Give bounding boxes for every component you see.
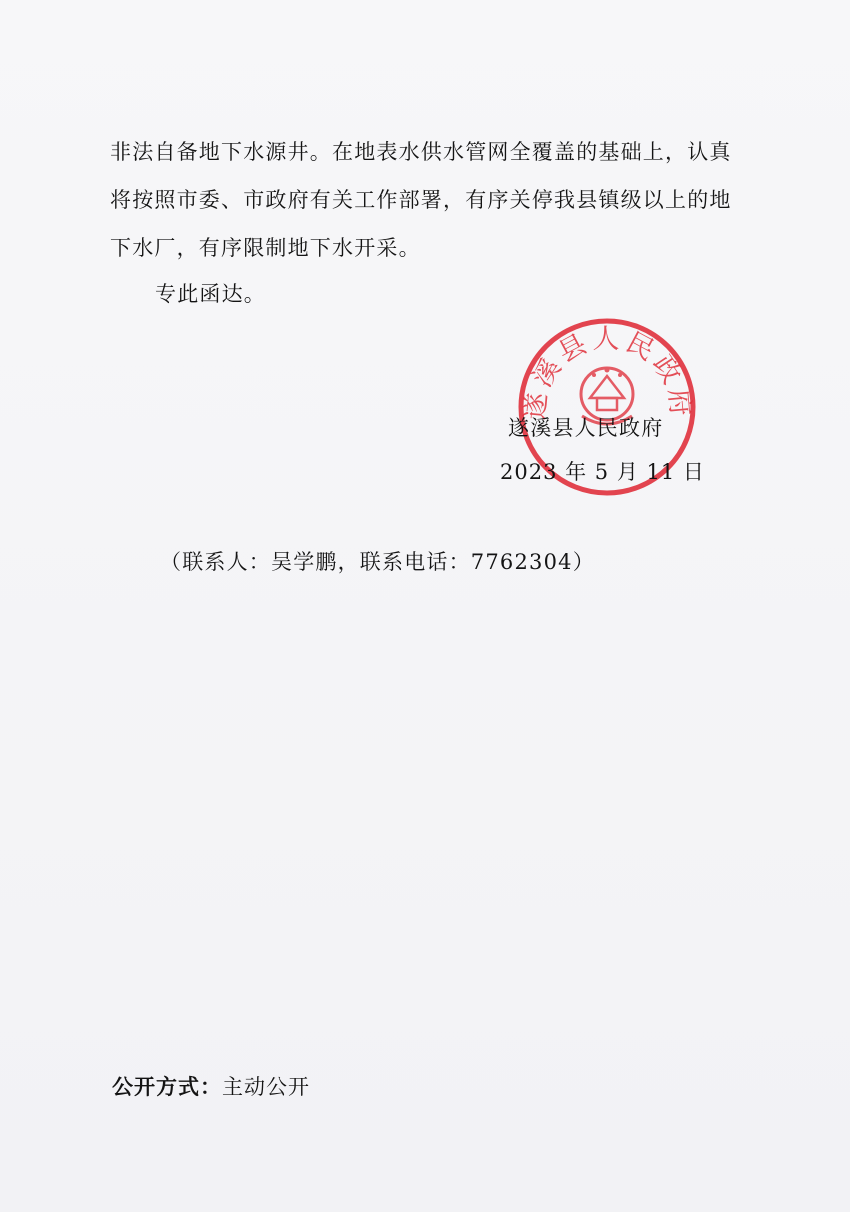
body-line-1: 非法自备地下水源井。在地表水供水管网全覆盖的基础上，认真 <box>110 140 732 164</box>
body-line-3: 下水厂，有序限制地下水开采。 <box>110 236 421 260</box>
contact-info: （联系人：吴学鹏，联系电话：7762304） <box>160 550 595 574</box>
body-line-2: 将按照市委、市政府有关工作部署，有序关停我县镇级以上的地 <box>110 188 732 212</box>
issue-date: 2023 年 5 月 11 日 <box>500 460 705 484</box>
closing-remark: 专此函达。 <box>155 282 266 306</box>
issuing-organization: 遂溪县人民政府 <box>508 416 664 440</box>
disclosure-value: 主动公开 <box>222 1075 310 1099</box>
disclosure-method <box>112 1063 310 1111</box>
letter-body <box>110 128 750 272</box>
disclosure-label: 公开方式： <box>112 1075 222 1099</box>
seal-text-path: 遂溪县人民政府 <box>519 323 697 422</box>
